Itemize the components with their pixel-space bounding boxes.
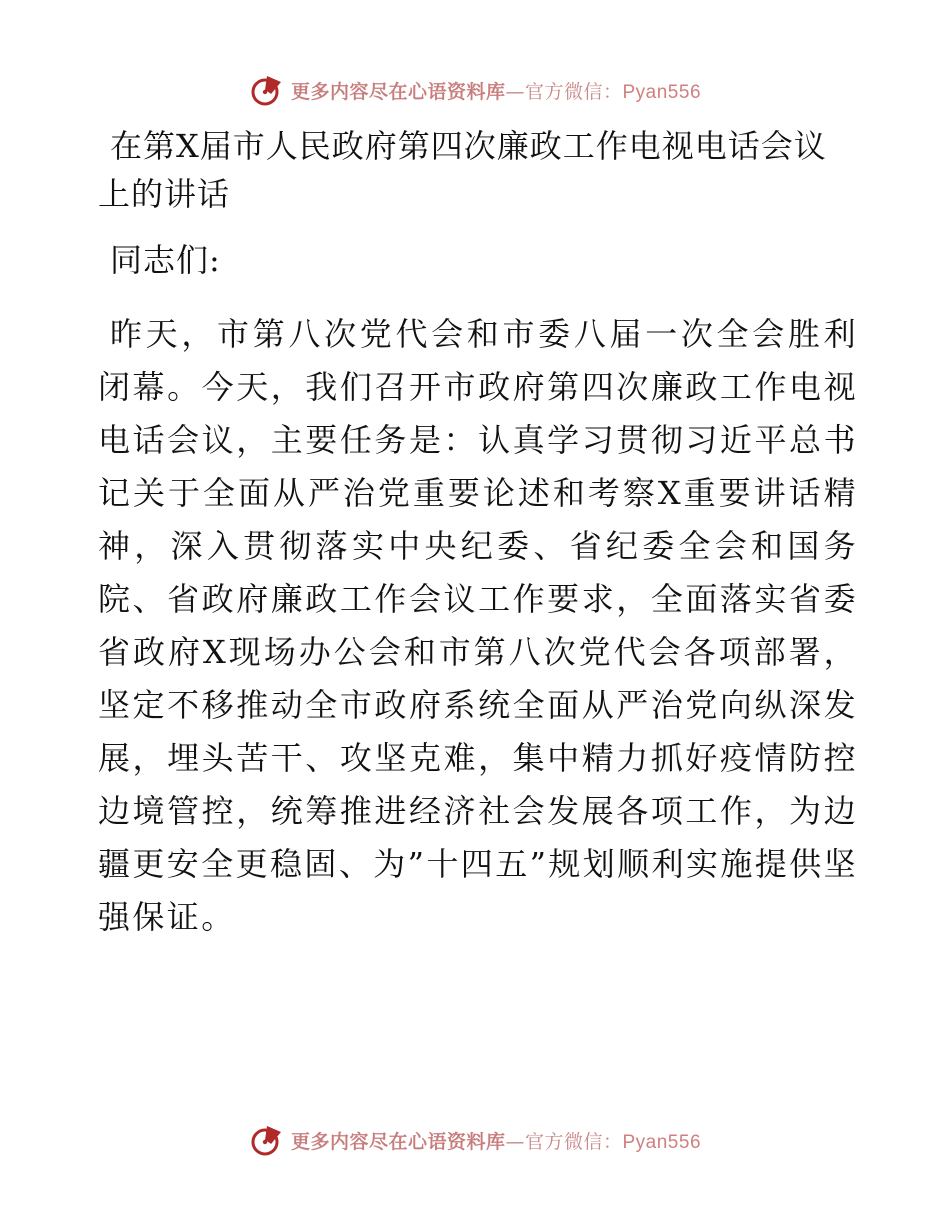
document-body (98, 122, 858, 944)
pen-nib-logo-icon (249, 72, 285, 108)
salutation: 同志们: (110, 241, 221, 279)
body-paragraph: 昨天，市第八次党代会和市委八届一次全会胜利闭幕。今天，我们召开市政府第四次廉政工作电视电话会议，主要任务是：认真学习贯彻习近平总书记关于全面从严治党重要论述和考察X重要讲话精神，深入贯彻落实中央纪委、省纪委全会和国务院、省政府廉政工作会议工作要求，全面落实省委省政府X现场办公会和市第八次党代会各项部署，坚定不移推动全市政府系统全面从严治党向纵深发展，埋头苦干、攻坚克难，集中精力抓好疫情防控边境管控，统筹推进经济社会发展各项工作，为边疆更安全更稳固、为”十四五”规划顺利实施提供坚强保证。 (98, 315, 858, 936)
footer-banner (0, 1120, 950, 1160)
document-title: 在第X届市人民政府第四次廉政工作电视电话会议上的讲话 (98, 127, 827, 213)
pen-nib-logo-icon (249, 1122, 285, 1158)
banner-text: 更多内容尽在心语资料库—官方微信：Pyan556 (290, 1130, 702, 1153)
header-banner (0, 70, 950, 110)
banner-text: 更多内容尽在心语资料库—官方微信：Pyan556 (290, 80, 702, 103)
